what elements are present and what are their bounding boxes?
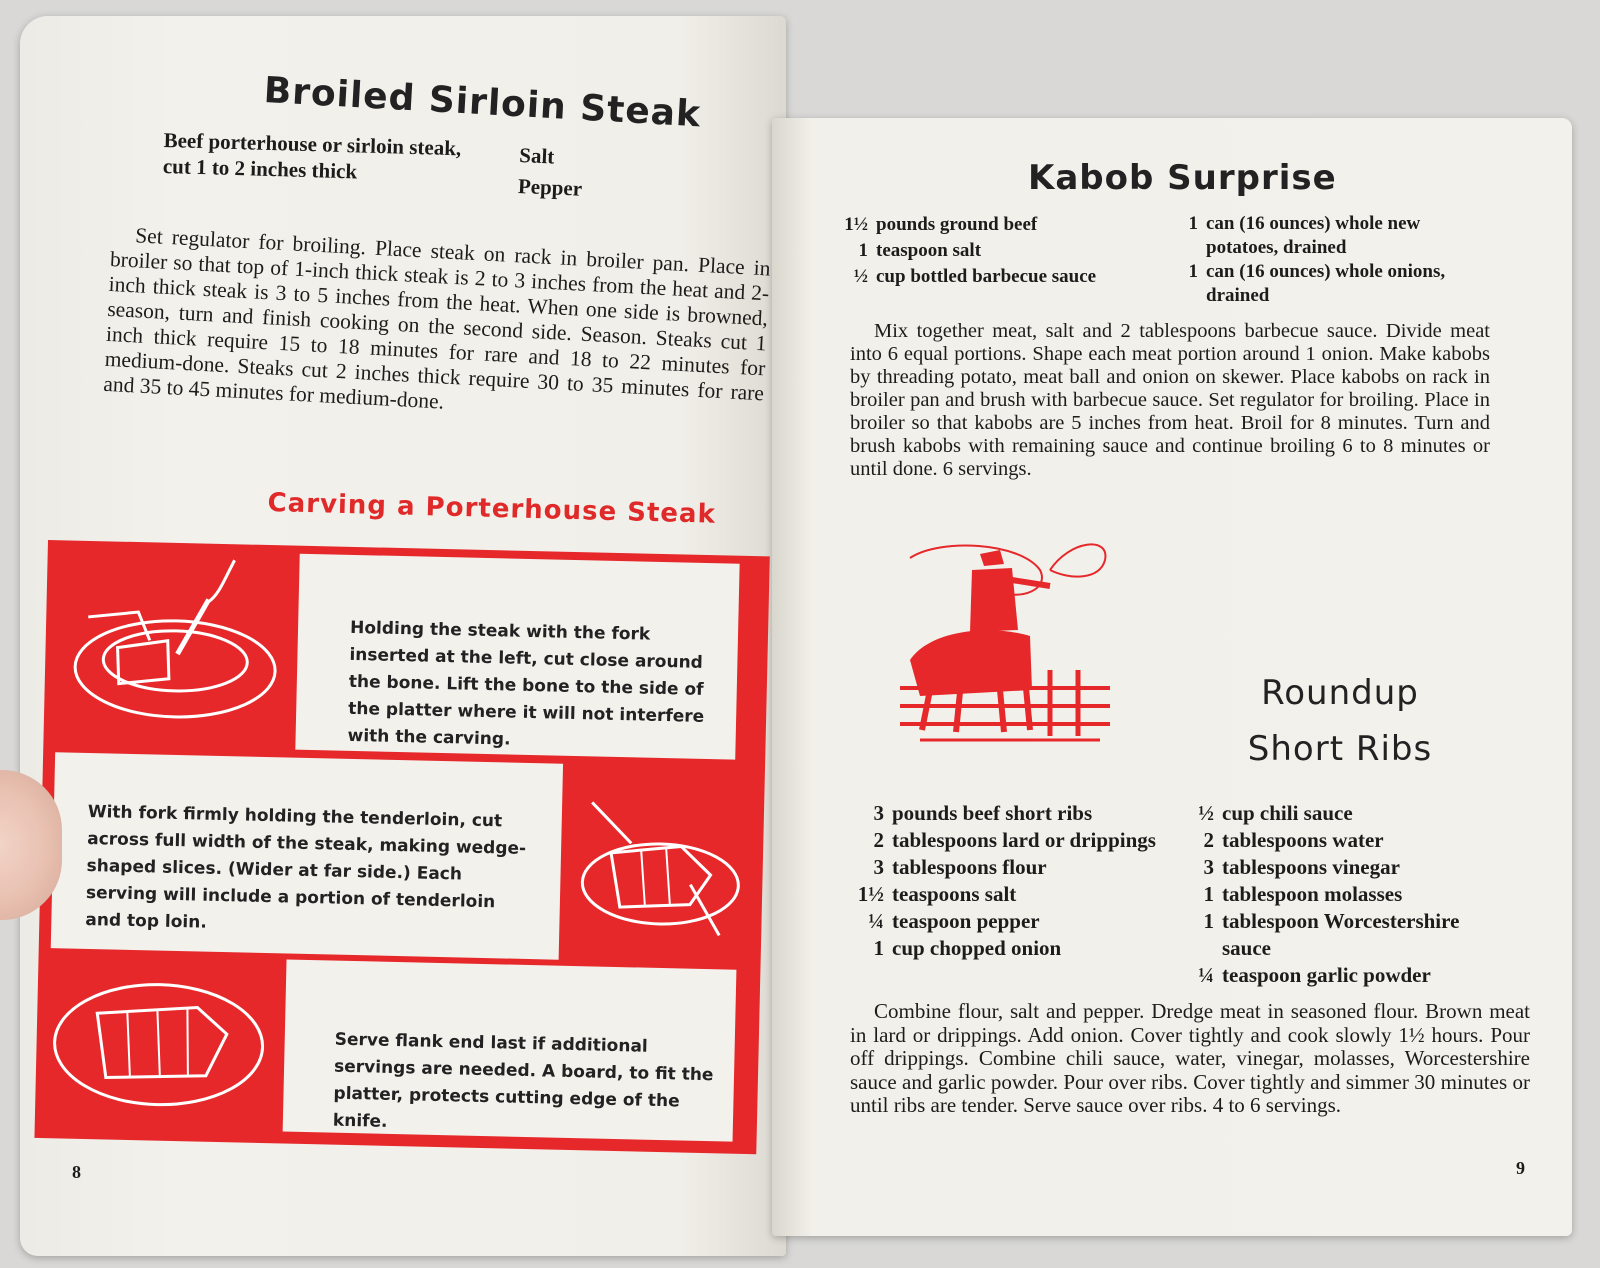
ingredient-row: 1 can (16 ounces) whole onions, drained bbox=[1188, 261, 1446, 306]
ingredient-row: 1 tablespoon molasses bbox=[1203, 882, 1403, 906]
ingredient-row: 3 tablespoons vinegar bbox=[1203, 855, 1400, 879]
ingredient-row: 3 tablespoons flour bbox=[873, 855, 1047, 879]
ingredient-row: 1½ teaspoons salt bbox=[857, 882, 1017, 906]
recipe-title-sirloin: Broiled Sirloin Steak bbox=[262, 70, 703, 136]
ingredient-pepper: Pepper bbox=[517, 173, 583, 201]
kabob-ingredients-col1 bbox=[834, 212, 1164, 290]
kabob-method: Mix together meat, salt and 2 tablespoons barbecue sauce. Divide meat into 6 equal portions. Shape each meat portion around 1 onion. Make kabobs by threading potato, meat ball and onion on skewer. Place kabobs on rack in broiler pan and brush with barbecue sauce. Set regulator for broiling. Place in broiler so that kabobs are 5 inches from heat. Broil for 8 minutes. Turn and brush kabobs with remaining sauce and continue broiling 6 to 8 minutes or until done. 6 servings. bbox=[850, 320, 1490, 480]
page-number-left: 8 bbox=[72, 1162, 81, 1182]
carving-panel bbox=[34, 540, 769, 1154]
steak-platter-illustration-3 bbox=[45, 960, 279, 1135]
ribs-ingredients-col2 bbox=[1180, 800, 1510, 989]
ingredient-row: 1 tablespoon Worcestershire sauce bbox=[1203, 909, 1460, 960]
carving-title: Carving a Porterhouse Steak bbox=[267, 488, 717, 530]
steak-platter-illustration-1 bbox=[55, 546, 289, 751]
ingredient-row: ¼ teaspoon pepper bbox=[868, 909, 1040, 933]
sirloin-method: Set regulator for broiling. Place steak on rack in broiler pan. Place in broiler so that top of 1-inch thick steak is 2 to 3 inches from the heat and 2-inch thick steak is 3 to 5 inches from the heat. When one side is browned, season, turn and finish cooking on the second side. Season. Steaks cut 1 inch thick require 15 to 18 minutes for rare and 18 to 22 minutes for medium-done. Steaks cut 2 inches thick require 30 to 35 minutes for rare and 35 to 45 minutes for medium-done. bbox=[102, 223, 772, 414]
ingredient-row: 1 can (16 ounces) whole new potatoes, drained bbox=[1188, 213, 1421, 258]
carving-step-1: Holding the steak with the fork inserted at the left, cut close around the bone. Lift the bone to the side of the platter where it will not interfere with the carving. bbox=[295, 554, 739, 760]
recipe-title-roundup: Roundup Short Ribs bbox=[1247, 673, 1433, 769]
kabob-ingredients-col2 bbox=[1184, 212, 1494, 308]
ingredient-row: ¼ teaspoon garlic powder bbox=[1198, 963, 1431, 987]
carving-step-2: With fork firmly holding the tenderloin, cut across full width of the steak, making wedge-shaped slices. (Wider at far side.) Each serving will include a portion of tenderloin and top loin. bbox=[51, 752, 563, 959]
sirloin-ingredients-col1: Beef porterhouse or sirloin steak, cut 1 to 2 inches thick bbox=[162, 127, 462, 184]
ingredient-row: ½ cup chili sauce bbox=[1198, 801, 1353, 825]
ingredient-row: 1 cup chopped onion bbox=[873, 936, 1062, 960]
ingredient-salt: Salt bbox=[518, 142, 555, 169]
ingredient-row: 1½ pounds ground beef bbox=[844, 214, 1038, 235]
ingredient-row: ½ cup bottled barbecue sauce bbox=[853, 266, 1097, 287]
recipe-title-kabob: Kabob Surprise bbox=[1028, 158, 1337, 198]
ingredient-row: 1 teaspoon salt bbox=[858, 240, 982, 261]
carving-step-3: Serve flank end last if additional servings are needed. A board, to fit the platter, protects cutting edge of the knife. bbox=[283, 960, 737, 1142]
cowboy-lasso-illustration bbox=[900, 540, 1130, 760]
ribs-ingredients-col1 bbox=[850, 800, 1170, 962]
page-number-right: 9 bbox=[1516, 1158, 1525, 1178]
ingredient-row: 2 tablespoons lard or drippings bbox=[873, 828, 1156, 852]
ingredient-row: 3 pounds beef short ribs bbox=[873, 801, 1093, 825]
sirloin-ingredients-col2 bbox=[517, 140, 660, 208]
ingredient-row: 2 tablespoons water bbox=[1203, 828, 1384, 852]
steak-platter-illustration-2 bbox=[569, 782, 753, 966]
ribs-method: Combine flour, salt and pepper. Dredge meat in seasoned flour. Brown meat in lard or drippings. Add onion. Cover tightly and cook slowly 1½ hours. Pour off drippings. Combine chili sauce, water, vinegar, molasses, Worcestershire sauce and garlic powder. Pour over ribs. Cover tightly and simmer 30 minutes or until ribs are tender. Serve sauce over ribs. 4 to 6 servings. bbox=[850, 999, 1530, 1117]
